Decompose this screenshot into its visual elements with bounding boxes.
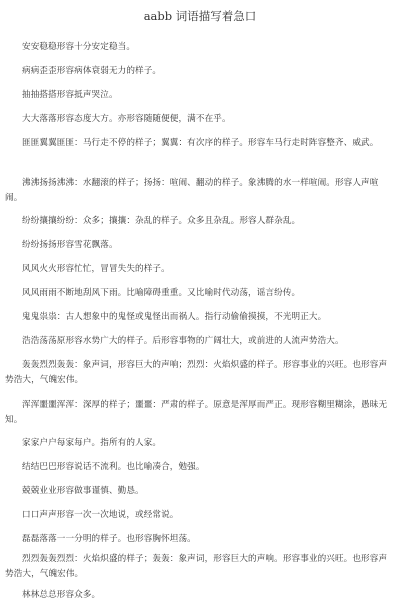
entry-paragraph: 匪匪翼翼匪匪：马行走不停的样子；翼翼：有次序的样子。形容车马行走时阵容整齐、威武。 [22,138,379,148]
entry-paragraph: 大大落落形容态度大方。亦形容随随便便，满不在乎。 [22,114,231,124]
entry-paragraph: 风风火火形容忙忙，冒冒失失的样子。 [22,264,170,274]
entry-paragraph: 磊磊落落一一分明的样子。也形容胸怀坦荡。 [22,534,196,544]
document-title: aabb 词语描写着急口 [143,9,257,23]
entry-paragraph: 口口声声形容一次一次地说，或经常说。 [22,510,179,520]
entry-paragraph: 纷纷攘攘纷纷：众多；攘攘：杂乱的样子。众多且杂乱。形容人群杂乱。 [22,216,301,226]
entry-paragraph: 纷纷扬扬形容雪花飘落。 [22,240,118,250]
entry-paragraph: 沸沸扬扬沸沸：水翻滚的样子；扬扬：喧闹、翻动的样子。象沸腾的水一样喧闹。形容人声喧闹。 [5,178,379,203]
entry-paragraph: 风风雨雨不断地刮风下雨。比喻障碍重重。又比喻时代动荡，谣言纷传。 [22,288,301,298]
entry-paragraph: 兢兢业业形容做事谨慎、勤恳。 [22,486,144,496]
entry-paragraph: 轰轰烈烈轰轰：象声词，形容巨大的声响；烈烈：火焰炽盛的样子。形容事业的兴旺。也形容声势浩大，气魄宏伟。 [5,360,388,385]
entry-paragraph: 林林总总形容众多。 [22,590,101,600]
entry-paragraph: 浩浩荡荡原形容水势广大的样子。后形容事物的广阔壮大，或前进的人流声势浩大。 [22,336,344,346]
entry-paragraph: 浑浑噩噩浑浑：深厚的样子；噩噩：严肃的样子。原意是浑厚而严正。现形容糊里糊涂，愚昧无知。 [5,400,388,425]
entry-paragraph: 抽抽搭搭形容抵声哭泣。 [22,90,118,100]
entry-paragraph: 鬼鬼祟祟：古人想象中的鬼怪或鬼怪出而祸人。指行动偷偷摸摸，不光明正大。 [22,312,327,322]
entry-paragraph: 烈烈轰轰烈烈：火焰炽盛的样子；轰轰：象声词，形容巨大的声响。形容事业的兴旺。也形容声势浩大，气魄宏伟。 [5,554,388,579]
entry-paragraph: 安安稳稳形容十分安定稳当。 [22,42,136,52]
entry-paragraph: 家家户户每家每户。指所有的人家。 [22,438,162,448]
entry-paragraph: 结结巴巴形容说话不流利。也比喻凑合，勉强。 [22,462,205,472]
entry-paragraph: 病病歪歪形容病体衰弱无力的样子。 [22,66,162,76]
